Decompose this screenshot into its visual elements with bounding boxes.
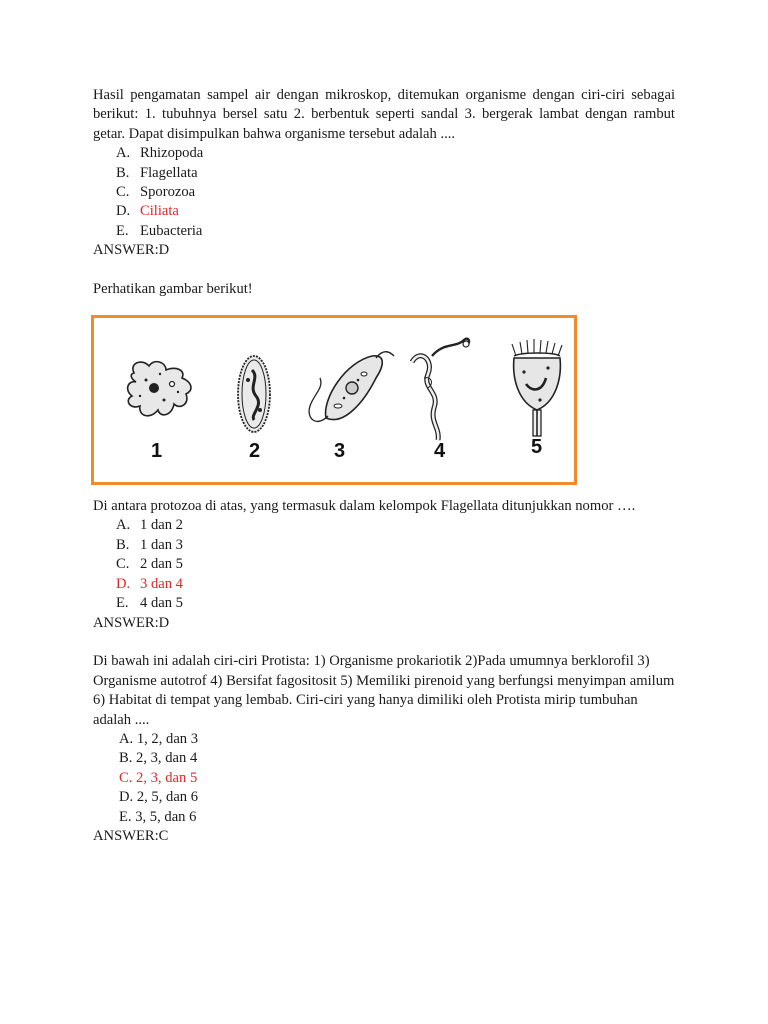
question-3-answer: ANSWER:C: [93, 828, 169, 845]
question-2-answer: ANSWER:D: [93, 614, 170, 631]
figure-label-2: 2: [249, 440, 261, 463]
question-3-option-d: D. 2, 5, dan 6: [119, 789, 199, 806]
option-text: 1 dan 2: [140, 517, 183, 534]
option-letter-correct: D.: [116, 575, 131, 592]
amoeba-drawing: [128, 362, 191, 416]
option-letter: B.: [116, 536, 130, 553]
question-2-option-a: [93, 516, 675, 535]
figure-label-5: 5: [531, 436, 543, 459]
question-1-options: [93, 144, 675, 241]
figure-instruction: Perhatikan gambar berikut!: [93, 280, 253, 297]
document-page: [93, 86, 675, 846]
question-3-option-e: E. 3, 5, dan 6: [119, 808, 197, 825]
figure-label-1: 1: [151, 440, 163, 463]
option-letter: A.: [116, 145, 131, 162]
option-text-correct: Ciliata: [140, 203, 179, 220]
figure-label-4: 4: [434, 440, 446, 463]
question-1-option-e: [93, 222, 675, 241]
option-text: 1 dan 3: [140, 536, 183, 553]
paramecium-drawing: [238, 356, 270, 432]
question-3-option-a: A. 1, 2, dan 3: [119, 731, 199, 748]
option-text: Eubacteria: [140, 222, 203, 239]
question-2-option-b: [93, 536, 675, 555]
question-1-answer: ANSWER:D: [93, 242, 170, 259]
question-3-option-b: B. 2, 3, dan 4: [119, 750, 198, 767]
option-text: 2 dan 5: [140, 556, 183, 573]
euglena-drawing: [309, 352, 394, 422]
option-text: Sporozoa: [140, 184, 196, 201]
vorticella-drawing: [512, 339, 562, 436]
option-letter: C.: [116, 556, 130, 573]
option-text: 4 dan 5: [140, 595, 183, 612]
trypanosoma-drawing: [412, 339, 469, 440]
option-letter: C.: [116, 184, 130, 201]
question-3-options: [93, 730, 675, 827]
option-letter: A.: [116, 517, 131, 534]
option-letter: B.: [116, 164, 130, 181]
option-letter: E.: [116, 222, 129, 239]
option-text: Rhizopoda: [140, 145, 204, 162]
option-letter: E.: [116, 595, 129, 612]
question-2-options: [93, 516, 675, 613]
question-1-text: Hasil pengamatan sampel air dengan mikroskop, ditemukan organisme dengan ciri-ciri sebagai berikut: 1. tubuhnya bersel satu 2. berbentuk seperti sandal 3. bergerak lambat dengan rambut getar. Dapat disimpulkan bahwa organisme tersebut adalah ....: [93, 87, 675, 142]
question-2-option-d: [93, 575, 675, 594]
question-2-option-e: [93, 594, 675, 613]
question-1-option-c: [93, 183, 675, 202]
protozoa-figure: [91, 315, 577, 485]
question-3-option-c-correct: C. 2, 3, dan 5: [119, 769, 198, 786]
question-1-option-a: [93, 144, 675, 163]
question-1-option-d: [93, 202, 675, 221]
option-text-correct: 3 dan 4: [140, 575, 183, 592]
question-3-text: Di bawah ini adalah ciri-ciri Protista: 1) Organisme prokariotik 2)Pada umumnya berklorofil 3) Organisme autotrof 4) Bersifat fagositosit 5) Memiliki pirenoid yang berfungsi menyimpan amilum 6) Habitat di tempat yang lembab. Ciri-ciri yang hanya dimiliki oleh Protista mirip tumbuhan adalah ....: [93, 653, 675, 728]
question-2-option-c: [93, 555, 675, 574]
question-1-option-b: [93, 164, 675, 183]
figure-label-3: 3: [334, 440, 346, 463]
question-2-text: Di antara protozoa di atas, yang termasuk dalam kelompok Flagellata ditunjukkan nomor ….: [93, 498, 636, 515]
option-letter: D.: [116, 203, 131, 220]
option-text: Flagellata: [140, 164, 198, 181]
